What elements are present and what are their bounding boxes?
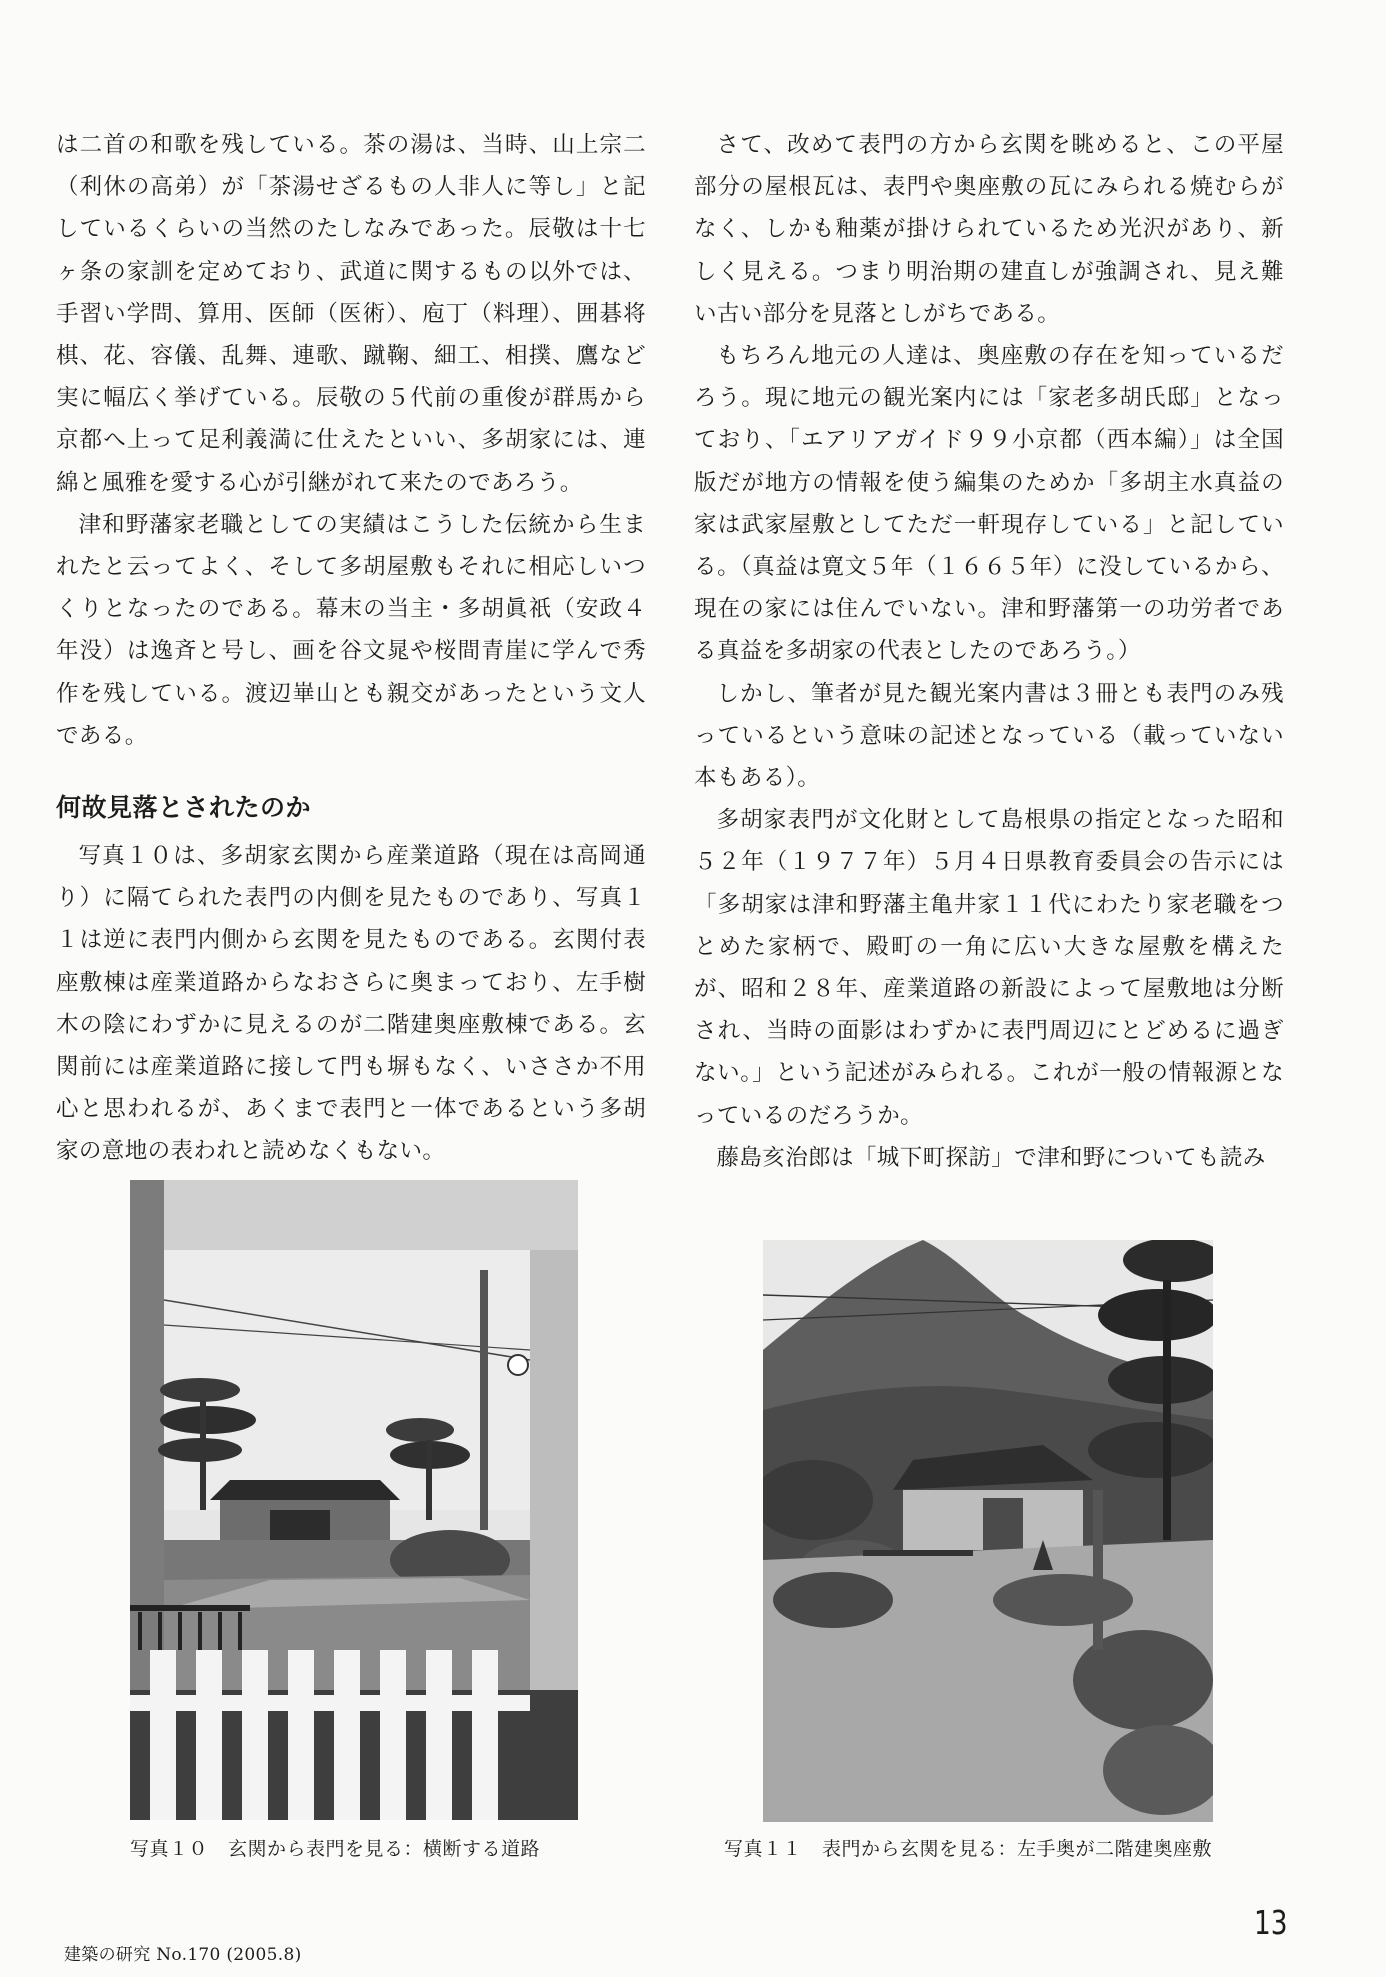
body-paragraph: 藤島亥治郎は「城下町探訪」で津和野についても読み [716, 1144, 1266, 1171]
body-paragraph: 写真１０は、多胡家玄関から産業道路（現在は高岡通り）に隔てられた表門の内側を見たものであり、写真１１は逆に表門内側から玄関を見たものである。玄関付表座敷棟は産業道路からなおさらに奥まっており、左手樹木の陰にわずかに見えるのが二階建奥座敷棟である。玄関前には産業道路に接して門も塀もなく、いささか不用心と思われるが、あくまで表門と一体であるという多胡家の意地の表われと読めなくもない。 [56, 843, 646, 1165]
body-paragraph: 多胡家表門が文化財として島根県の指定となった昭和５２年（１９７７年）５月４日県教育委員会の告示には「多胡家は津和野藩主亀井家１１代にわたり家老職をつとめた家柄で、殿町の一角に広い大きな屋敷を構えたが、昭和２８年、産業道路の新設によって屋敷地は分断され、当時の面影はわずかに表門周辺にとどめるに過ぎない。」という記述がみられる。これが一般の情報源となっているのだろうか。 [694, 807, 1284, 1129]
body-paragraph: もちろん地元の人達は、奥座敷の存在を知っているだろう。現に地元の観光案内には「家老多胡氏邸」となっており、「エアリアガイド９９小京都（西本編）」は全国版だが地方の情報を使う編集のためか「多胡主水真益の家は武家屋敷としてただ一軒現存している」と記している。（真益は寛文５年（１６６５年）に没しているから、現在の家には住んでいない。津和野藩第一の功労者である真益を多胡家の代表としたのであろう。） [694, 343, 1284, 665]
body-paragraph: は二首の和歌を残している。茶の湯は、当時、山上宗二（利休の高弟）が「茶湯せざるもの人非人に等し」と記しているくらいの当然のたしなみであった。辰敬は十七ヶ条の家訓を定めており、武道に関するもの以外では、手習い学問、算用、医師（医術）、庖丁（料理）、囲碁将棋、花、容儀、乱舞、連歌、蹴鞠、細工、相撲、鷹など実に幅広く挙げている。辰敬の５代前の重俊が群馬から京都へ上って足利義満に仕えたといい、多胡家には、連綿と風雅を愛する心が引継がれて来たのであろう。 [56, 132, 646, 496]
photo-11-caption-text: 表門から玄関を見る：左手奥が二階建奥座敷 [822, 1838, 1213, 1860]
page-number: 13 [1254, 1903, 1288, 1942]
body-paragraph: 津和野藩家老職としての実績はこうした伝統から生まれたと云ってよく、そして多胡屋敷もそれに相応しいつくりとなったのである。幕末の当主・多胡眞祇（安政４年没）は逸斉と号し、画を谷文晁や桜間青崖に学んで秀作を残している。渡辺崋山とも親交があったという文人である。 [56, 511, 646, 749]
photo-10 [130, 1180, 578, 1820]
section-heading: 何故見落とされたのか [56, 793, 312, 823]
body-paragraph: さて、改めて表門の方から玄関を眺めると、この平屋部分の屋根瓦は、表門や奥座敷の瓦にみられる焼むらがなく、しかも釉薬が掛けられているため光沢があり、新しく見える。つまり明治期の建直しが強調され、見え難い古い部分を見落としがちである。 [694, 132, 1284, 327]
photo-11-image [763, 1240, 1213, 1822]
photo-10-number: 写真１０ [130, 1838, 209, 1860]
photo-10-caption-text: 玄関から表門を見る：横断する道路 [228, 1838, 541, 1860]
left-column [56, 124, 646, 1173]
photo-11 [763, 1240, 1213, 1822]
photo-11-number: 写真１１ [724, 1838, 803, 1860]
right-column [694, 124, 1284, 1179]
photo-10-image [130, 1180, 578, 1820]
photo-10-caption [130, 1834, 540, 1861]
body-paragraph: しかし、筆者が見た観光案内書は３冊とも表門のみ残っているという意味の記述となっている（載っていない本もある）。 [694, 680, 1284, 792]
journal-footer: 建築の研究 No.170 (2005.8) [64, 1945, 302, 1965]
photo-11-caption [724, 1834, 1212, 1861]
